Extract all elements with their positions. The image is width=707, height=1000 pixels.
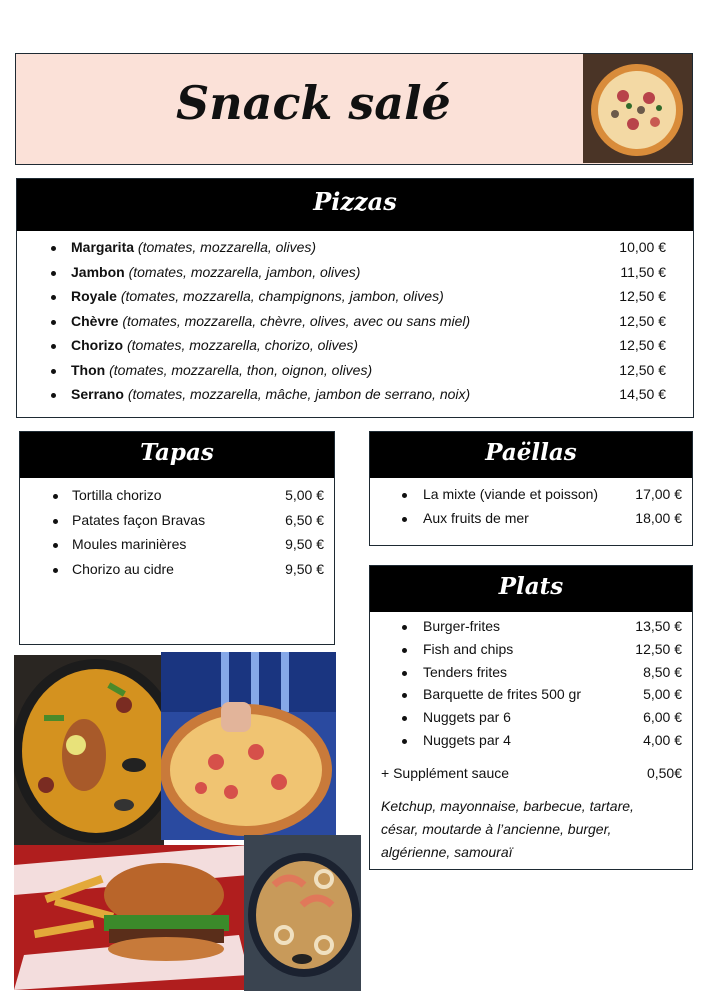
bullet-icon — [53, 519, 58, 524]
paella-photo — [14, 655, 164, 847]
pizza-desc: (tomates, mozzarella, mâche, jambon de serrano, noix) — [127, 386, 471, 402]
paellas-item — [370, 486, 692, 506]
pizza-desc: (tomates, mozzarella, jambon, olives) — [128, 263, 361, 280]
pizza-item — [17, 386, 693, 406]
supplement-label: + Supplément sauce — [381, 765, 510, 781]
plats-item — [370, 709, 692, 729]
bullet-icon — [53, 543, 58, 548]
bullet-icon — [402, 671, 407, 676]
pizza-name: Thon — [71, 361, 106, 378]
plats-price: 8,50 € — [643, 663, 682, 680]
pizzas-section — [16, 178, 694, 418]
plats-item — [370, 732, 692, 752]
pizza-price: 11,50 € — [620, 263, 666, 280]
tapas-item — [20, 536, 334, 556]
plats-name: Burger-frites — [423, 618, 501, 634]
title-banner — [15, 53, 693, 165]
pizza-item — [17, 362, 693, 382]
tapas-item — [20, 561, 334, 581]
pizza-photo — [583, 54, 692, 163]
plats-item — [370, 641, 692, 661]
plats-name: Barquette de frites 500 gr — [423, 686, 581, 703]
pizza-price: 14,50 € — [619, 386, 666, 402]
pizza-name: Chèvre — [71, 312, 119, 329]
tapas-item — [20, 487, 334, 507]
paellas-item — [370, 510, 692, 530]
tapas-name: Chorizo au cidre — [72, 560, 174, 577]
paellas-price: 17,00 € — [635, 486, 682, 502]
sauces-list: Ketchup, mayonnaise, barbecue, tartare, césar, moutarde à l’ancienne, burger, algérienne, samouraï — [381, 798, 634, 860]
pizza-price: 10,00 € — [619, 239, 666, 255]
pizza-desc: (tomates, mozzarella, champignons, jambon, olives) — [120, 288, 444, 304]
bullet-icon — [51, 393, 56, 398]
pizzas-heading: Pizzas — [17, 179, 693, 231]
bullet-icon — [402, 739, 407, 744]
pizza-name: Margarita — [71, 239, 135, 255]
bullet-icon — [51, 246, 56, 251]
plats-name: Tenders frites — [423, 663, 508, 680]
tapas-price: 6,50 € — [285, 511, 324, 528]
bullet-icon — [53, 494, 58, 499]
tapas-name: Tortilla chorizo — [72, 487, 162, 503]
pizza-price: 12,50 € — [619, 361, 666, 378]
pizza-item — [17, 239, 693, 259]
plats-heading: Plats — [370, 566, 692, 612]
plats-item — [370, 618, 692, 638]
bullet-icon — [51, 320, 56, 325]
pizza-price: 12,50 € — [619, 288, 666, 304]
pizza-name: Serrano — [71, 386, 124, 402]
tapas-heading: Tapas — [20, 432, 334, 478]
bullet-icon — [51, 369, 56, 374]
bullet-icon — [402, 693, 407, 698]
plats-price: 12,50 € — [635, 640, 682, 657]
tapas-section — [19, 431, 335, 645]
bullet-icon — [51, 271, 56, 276]
tapas-item — [20, 512, 334, 532]
pizza-item — [17, 288, 693, 308]
plats-price: 13,50 € — [635, 618, 682, 634]
paellas-name: Aux fruits de mer — [423, 510, 529, 526]
paellas-price: 18,00 € — [635, 510, 682, 526]
pizza-desc: (tomates, mozzarella, chèvre, olives, avec ou sans miel) — [122, 312, 471, 329]
pizza-name: Jambon — [71, 263, 125, 280]
plats-section — [369, 565, 693, 870]
bullet-icon — [402, 517, 407, 522]
tapas-name: Patates façon Bravas — [72, 511, 206, 528]
tapas-name: Moules marinières — [72, 536, 187, 552]
bullet-icon — [53, 568, 58, 573]
pizza-name: Royale — [71, 288, 117, 304]
plats-price: 4,00 € — [643, 732, 682, 748]
tapas-price: 9,50 € — [285, 560, 324, 577]
pizza-item — [17, 264, 693, 284]
tapas-price: 9,50 € — [285, 536, 324, 552]
paellas-heading: Paëllas — [370, 432, 692, 478]
pizza-item — [17, 313, 693, 333]
pizza-desc: (tomates, mozzarella, chorizo, olives) — [127, 337, 359, 353]
seafood-paella-photo — [244, 835, 361, 991]
pizza-desc: (tomates, mozzarella, olives) — [137, 239, 317, 255]
plats-price: 5,00 € — [643, 686, 682, 703]
pizza-desc: (tomates, mozzarella, thon, oignon, olives) — [109, 361, 373, 378]
paellas-section — [369, 431, 693, 546]
pizza-close-photo — [161, 652, 336, 840]
plats-item — [370, 664, 692, 684]
pizza-name: Chorizo — [71, 337, 124, 353]
bullet-icon — [402, 716, 407, 721]
plats-item — [370, 686, 692, 706]
pizza-price: 12,50 € — [619, 337, 666, 353]
plats-name: Nuggets par 4 — [423, 732, 511, 748]
burger-photo — [14, 845, 249, 990]
bullet-icon — [51, 344, 56, 349]
tapas-price: 5,00 € — [285, 487, 324, 503]
plats-price: 6,00 € — [643, 709, 682, 726]
bullet-icon — [402, 625, 407, 630]
plats-name: Nuggets par 6 — [423, 709, 511, 726]
page-title: Snack salé — [176, 76, 451, 130]
bullet-icon — [51, 295, 56, 300]
plats-name: Fish and chips — [423, 640, 514, 657]
bullet-icon — [402, 648, 407, 653]
pizza-item — [17, 337, 693, 357]
paellas-name: La mixte (viande et poisson) — [423, 486, 599, 502]
bullet-icon — [402, 493, 407, 498]
pizza-price: 12,50 € — [619, 312, 666, 329]
supplement-price: 0,50€ — [646, 765, 682, 781]
